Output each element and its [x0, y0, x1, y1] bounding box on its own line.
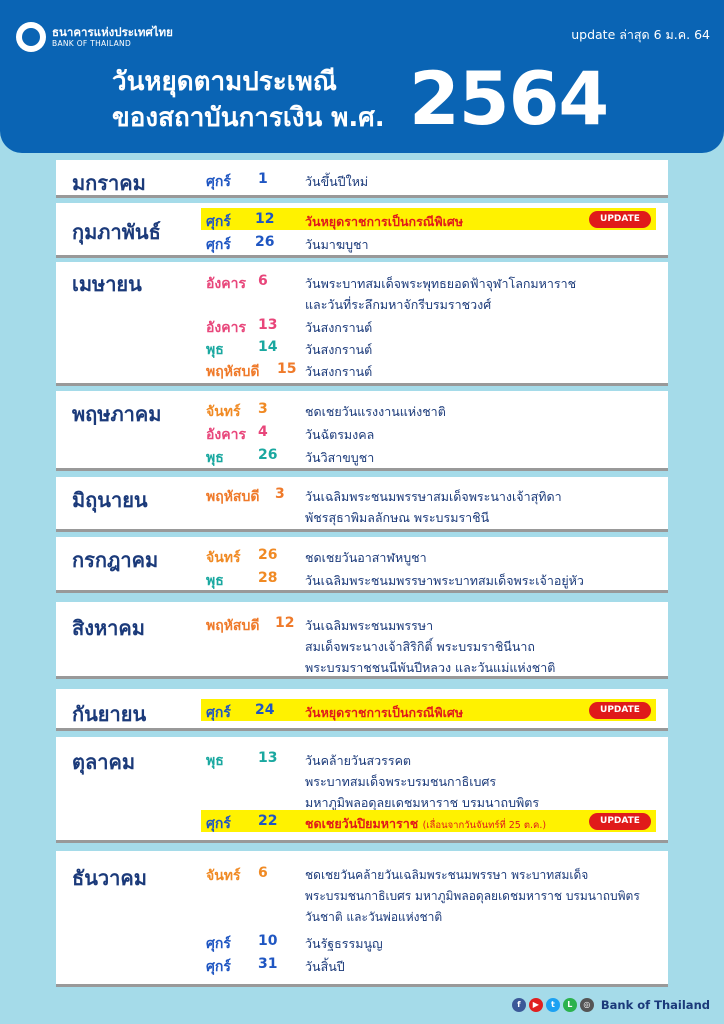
month-card-may — [56, 391, 668, 471]
holiday-row-highlighted — [201, 208, 656, 230]
holiday-row — [201, 483, 656, 527]
holiday-name: วันขึ้นปีใหม่ — [305, 174, 369, 189]
weekday: พฤหัสบดี — [206, 489, 260, 505]
weekday: อังคาร — [206, 427, 246, 443]
day-number: 6 — [258, 865, 268, 881]
holiday-row — [201, 314, 656, 336]
update-badge: UPDATE — [589, 702, 651, 719]
holiday-name: วันเฉลิมพระชนมพรรษาพระบาทสมเด็จพระเจ้าอยู่หัว — [305, 573, 584, 588]
youtube-icon[interactable]: ▶ — [529, 998, 543, 1012]
holiday-name: วันสงกรานต์ — [305, 342, 373, 357]
weekday: ศุกร์ — [206, 816, 231, 832]
title-line-2: ของสถาบันการเงิน พ.ศ. — [112, 103, 385, 133]
bank-logo — [16, 22, 173, 52]
day-number: 1 — [258, 171, 268, 187]
month-name: เมษายน — [72, 272, 142, 296]
holiday-name: ชดเชยวันอาสาฬหบูชา — [305, 550, 427, 565]
month-name: ธันวาคม — [72, 866, 147, 890]
day-number: 4 — [258, 424, 268, 440]
holiday-row — [201, 930, 656, 952]
weekday: ศุกร์ — [206, 237, 231, 253]
day-number: 13 — [258, 750, 278, 766]
day-number: 13 — [258, 317, 278, 333]
weekday: พุธ — [206, 342, 224, 358]
holiday-row — [201, 336, 656, 358]
day-number: 28 — [258, 570, 278, 586]
day-number: 10 — [258, 933, 278, 949]
month-card-june — [56, 477, 668, 532]
holiday-name: วันมาฆบูชา — [305, 237, 369, 252]
month-card-december — [56, 851, 668, 987]
holiday-name: วันสิ้นปี — [305, 959, 345, 974]
day-number: 12 — [255, 211, 275, 227]
bot-seal-icon — [16, 22, 46, 52]
holiday-row — [201, 567, 656, 589]
day-number: 26 — [258, 547, 278, 563]
weekday: ศุกร์ — [206, 705, 231, 721]
update-badge: UPDATE — [589, 211, 651, 228]
weekday: ศุกร์ — [206, 936, 231, 952]
month-card-april — [56, 262, 668, 386]
header-banner — [0, 0, 724, 153]
holiday-row — [201, 862, 656, 928]
weekday: จันทร์ — [206, 404, 241, 420]
holiday-name: วันสงกรานต์ — [305, 364, 373, 379]
weekday: ศุกร์ — [206, 959, 231, 975]
holiday-name: วันเฉลิมพระชนมพรรษาสมเด็จพระนางเจ้าสุทิดา พัชรสุธาพิมลลักษณ พระบรมราชินี — [305, 489, 562, 525]
holiday-row — [201, 421, 656, 443]
holiday-row — [201, 168, 656, 190]
day-number: 12 — [275, 615, 295, 631]
day-number: 31 — [258, 956, 278, 972]
title-line-1: วันหยุดตามประเพณี — [112, 67, 337, 97]
month-name: สิงหาคม — [72, 616, 145, 640]
day-number: 26 — [258, 447, 278, 463]
day-number: 6 — [258, 273, 268, 289]
weekday: ศุกร์ — [206, 174, 231, 190]
month-name: กันยายน — [72, 702, 147, 726]
holiday-row — [201, 444, 656, 466]
holiday-row — [201, 231, 656, 253]
weekday: จันทร์ — [206, 550, 241, 566]
web-icon[interactable]: ◎ — [580, 998, 594, 1012]
holiday-name: วันวิสาขบูชา — [305, 450, 375, 465]
holiday-row-highlighted — [201, 810, 656, 832]
logo-thai-name: ธนาคารแห่งประเทศไทย — [52, 24, 173, 39]
day-number: 15 — [277, 361, 297, 377]
weekday: อังคาร — [206, 320, 246, 336]
month-card-august — [56, 602, 668, 679]
holiday-row — [201, 747, 656, 811]
holiday-name: ชดเชยวันแรงงานแห่งชาติ — [305, 404, 446, 419]
update-badge: UPDATE — [589, 813, 651, 830]
footer-org-name: Bank of Thailand — [600, 998, 710, 1012]
weekday: พฤหัสบดี — [206, 364, 260, 380]
day-number: 14 — [258, 339, 278, 355]
month-name: กรกฎาคม — [72, 548, 159, 572]
month-card-january — [56, 160, 668, 198]
holiday-name: วันหยุดราชการเป็นกรณีพิเศษ — [305, 214, 464, 229]
day-number: 26 — [255, 234, 275, 250]
holiday-name: วันคล้ายวันสวรรคต พระบาทสมเด็จพระบรมชนกาธิเบศร มหาภูมิพลอดุลยเดชมหาราช บรมนาถบพิตร — [305, 753, 540, 810]
holiday-row — [201, 398, 656, 420]
holiday-row-highlighted — [201, 699, 656, 721]
day-number: 3 — [258, 401, 268, 417]
weekday: พุธ — [206, 450, 224, 466]
month-name: พฤษภาคม — [72, 402, 162, 426]
holiday-name: วันฉัตรมงคล — [305, 427, 375, 442]
day-number: 22 — [258, 813, 278, 829]
weekday: พุธ — [206, 753, 224, 769]
facebook-icon[interactable]: f — [512, 998, 526, 1012]
weekday: พุธ — [206, 573, 224, 589]
holiday-name: วันพระบาทสมเด็จพระพุทธยอดฟ้าจุฬาโลกมหาราช และวันที่ระลึกมหาจักรีบรมราชวงศ์ — [305, 276, 577, 312]
holiday-name: ชดเชยวันคล้ายวันเฉลิมพระชนมพรรษา พระบาทสมเด็จ พระบรมชนกาธิเบศร มหาภูมิพลอดุลยเดชมหาราช บรมนาถบพิตร วันชาติ และวันพ่อแห่งชาติ — [305, 868, 640, 924]
holiday-name: วันเฉลิมพระชนมพรรษา สมเด็จพระนางเจ้าสิริกิติ์ พระบรมราชินีนาถ พระบรมราชชนนีพันปีหลวง และวันแม่แห่งชาติ — [305, 618, 556, 675]
holiday-row — [201, 612, 656, 676]
month-card-september — [56, 689, 668, 731]
month-card-july — [56, 537, 668, 593]
holiday-row — [201, 544, 656, 566]
holiday-note: (เลื่อนจากวันจันทร์ที่ 25 ต.ค.) — [422, 820, 547, 831]
logo-english-name: BANK OF THAILAND — [52, 38, 132, 48]
weekday: พฤหัสบดี — [206, 618, 260, 634]
weekday: ศุกร์ — [206, 214, 231, 230]
line-icon[interactable]: L — [563, 998, 577, 1012]
holiday-name: ชดเชยวันปิยมหาราช (เลื่อนจากวันจันทร์ที่ 25 ต.ค.) — [305, 816, 547, 831]
month-name: ตุลาคม — [72, 750, 136, 774]
holiday-name: วันรัฐธรรมนูญ — [305, 936, 383, 951]
weekday: อังคาร — [206, 276, 246, 292]
month-name: กุมภาพันธ์ — [72, 220, 161, 244]
month-name: มกราคม — [72, 171, 146, 195]
holiday-name: วันหยุดราชการเป็นกรณีพิเศษ — [305, 705, 464, 720]
twitter-icon[interactable]: t — [546, 998, 560, 1012]
holiday-row — [201, 953, 656, 975]
holiday-row — [201, 358, 656, 380]
month-name: มิถุนายน — [72, 488, 148, 512]
day-number: 24 — [255, 702, 275, 718]
day-number: 3 — [275, 486, 285, 502]
footer — [512, 998, 710, 1012]
month-card-october — [56, 737, 668, 843]
month-card-february — [56, 203, 668, 258]
title-year: 2564 — [409, 57, 609, 142]
weekday: จันทร์ — [206, 868, 241, 884]
update-note: update ล่าสุด 6 ม.ค. 64 — [571, 27, 710, 42]
holiday-name: วันสงกรานต์ — [305, 320, 373, 335]
holiday-row — [201, 270, 656, 314]
